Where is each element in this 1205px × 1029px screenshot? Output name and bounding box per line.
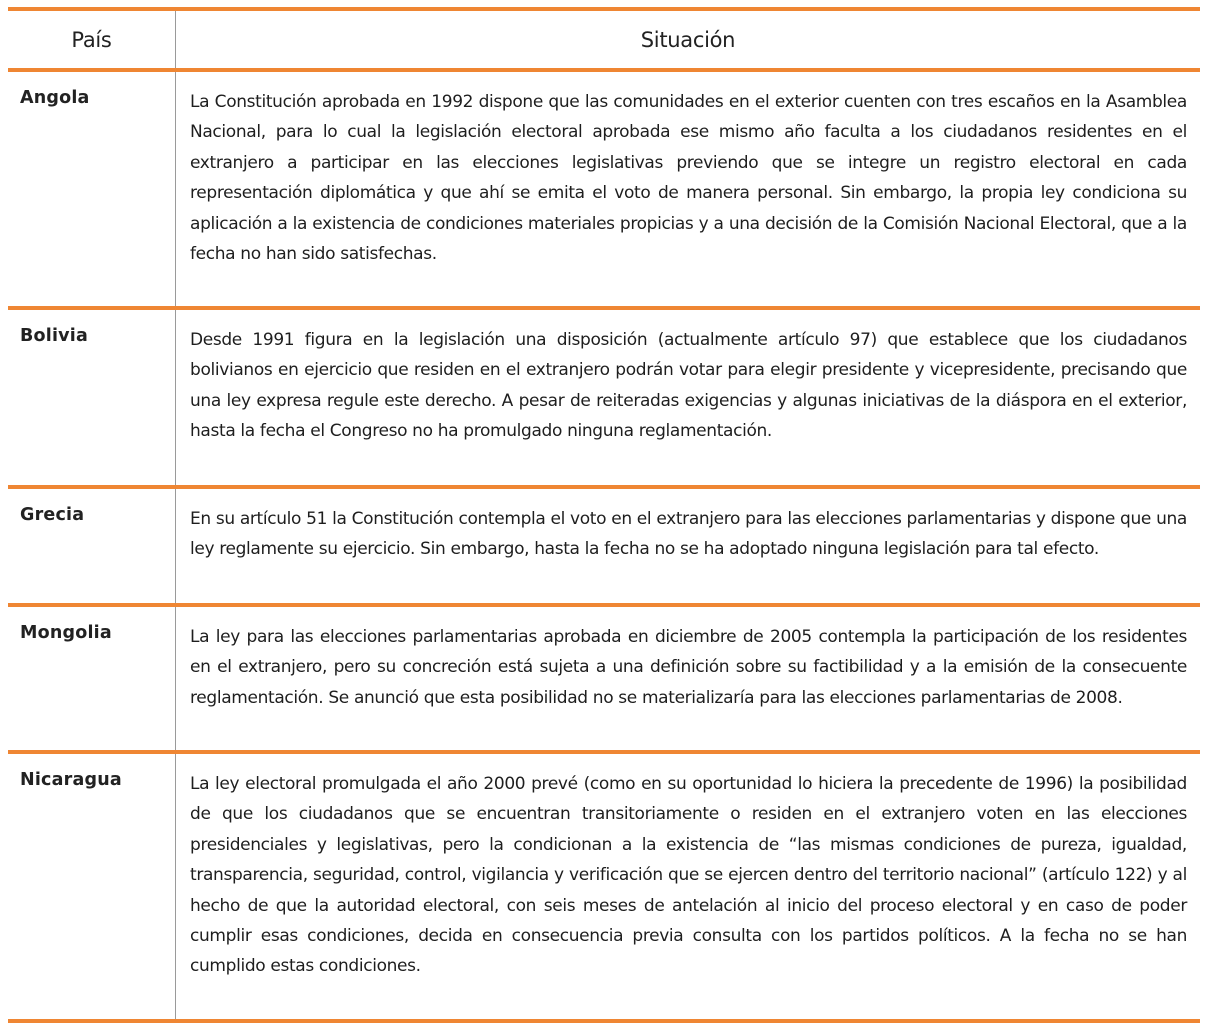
table-row-mongolia — [8, 607, 1200, 750]
situation-cell: Desde 1991 figura en la legislación una disposición (actualmente artículo 97) que establece que los ciudadanos bolivianos en ejercicio que residen en el extranjero podrán votar para elegir presidente y vicepresidente, precisando que una ley expresa regule este derecho. A pesar de reiteradas exigencias y algunas iniciativas de la diáspora en el exterior, hasta la fecha el Congreso no ha promulgado ninguna reglamentación. — [190, 330, 1187, 442]
header-situation-cell — [176, 11, 1200, 68]
country-cell: Mongolia — [8, 607, 176, 750]
situation-cell: La ley para las elecciones parlamentarias aprobada en diciembre de 2005 contempla la participación de los residentes en el extranjero, pero su concreción está sujeta a una definición sobre su factibilidad y a la emisión de la consecuente reglamentación. Se anunció que esta posibilidad no se materializaría para las elecciones parlamentarias de 2008. — [190, 627, 1187, 708]
country-cell: Bolivia — [8, 310, 176, 485]
situation-cell: En su artículo 51 la Constitución contempla el voto en el extranjero para las elecciones parlamentarias y dispone que una ley reglamente su ejercicio. Sin embargo, hasta la fecha no se ha adoptado ninguna legislación para tal efecto. — [190, 509, 1188, 560]
country-situation-table — [8, 7, 1200, 1023]
header-row — [8, 11, 1200, 68]
country-cell: Nicaragua — [8, 754, 176, 1019]
table-row-bolivia — [8, 310, 1200, 485]
table-row-grecia — [8, 489, 1200, 603]
situation-cell: La ley electoral promulgada el año 2000 prevé (como en su oportunidad lo hiciera la precedente de 1996) la posibilidad de que los ciudadanos que se encuentran transitoriamente o residen en el extranjero voten en las elecciones presidenciales y legislativas, pero la condicionan a la existencia de “las mismas condiciones de pureza, igualdad, transparencia, seguridad, control, vigilancia y verificación que se ejercen dentro del territorio nacional” (artículo 122) y al hecho de que la autoridad electoral, con seis meses de antelación al inicio del proceso electoral y en caso de poder cumplir esas condiciones, decida en consecuencia previa consulta con los partidos políticos. A la fecha no se han cumplido estas condiciones. — [190, 774, 1187, 977]
table-row-angola — [8, 72, 1200, 306]
bottom-rule — [8, 1019, 1200, 1023]
header-country: País — [71, 27, 112, 52]
country-cell: Grecia — [8, 489, 176, 603]
header-situation: Situación — [640, 27, 736, 52]
header-country-cell — [8, 11, 176, 68]
situation-cell: La Constitución aprobada en 1992 dispone que las comunidades en el exterior cuenten con tres escaños en la Asamblea Nacional, para lo cual la legislación electoral aprobada ese mismo año faculta a los ciudadanos residentes en el extranjero a participar en las elecciones legislativas previendo que se integre un registro electoral en cada representación diplomática y que ahí se emita el voto de manera personal. Sin embargo, la propia ley condiciona su aplicación a la existencia de condiciones materiales propicias y a una decisión de la Comisión Nacional Electoral, que a la fecha no han sido satisfechas. — [190, 92, 1187, 265]
country-cell: Angola — [8, 72, 176, 306]
table-row-nicaragua — [8, 754, 1200, 1019]
